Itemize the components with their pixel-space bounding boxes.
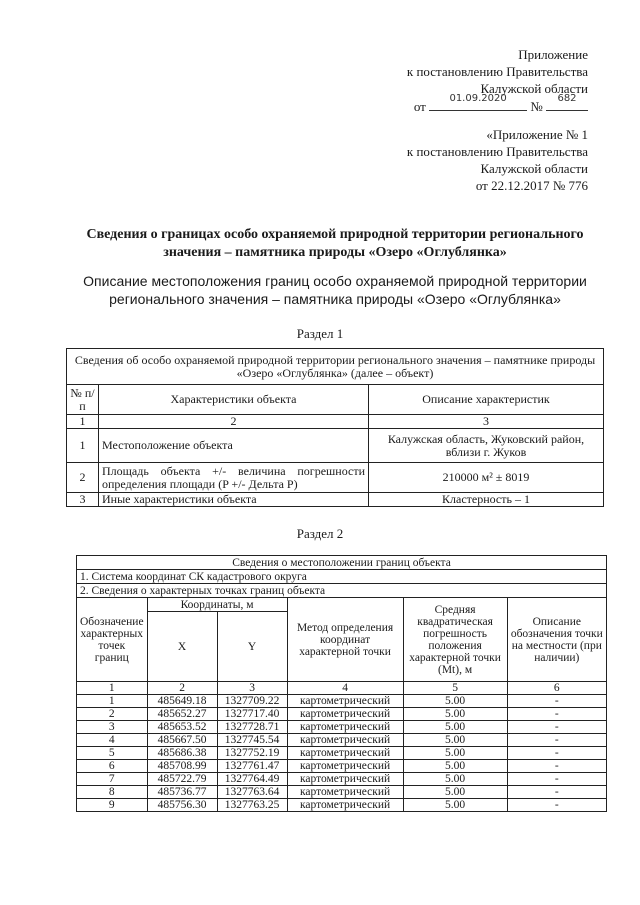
- column-header-error: Средняя квадратическая погрешность положения характерной точки (Mt), м: [403, 598, 507, 682]
- header-line: к постановлению Правительства: [406, 144, 588, 159]
- handwritten-number: 682: [557, 93, 577, 104]
- section-2-table: [76, 555, 607, 812]
- column-header-description: Описание характеристик: [369, 385, 604, 415]
- header-date-line: от 01.09.2020 № 682: [407, 97, 588, 115]
- column-header-characteristic: Характеристики объекта: [99, 385, 369, 415]
- header-line: Приложение: [518, 47, 588, 62]
- column-header-point: Обозначение характерных точек границ: [77, 598, 148, 682]
- section-2-label: Раздел 2: [296, 526, 344, 541]
- header-line: к постановлению Правительства: [406, 64, 588, 79]
- table-caption: Сведения о местоположении границ объекта: [77, 556, 607, 570]
- column-header-y: Y: [217, 612, 287, 682]
- document-subtitle: Описание местоположения границ особо охраняемой природной территории регионального значения – памятника природы «Озеро «Оглублянка»: [83, 273, 587, 307]
- column-header-number: № п/п: [67, 385, 99, 415]
- table-row: 7 485722.79 1327764.49 картометрический 5.00 -: [77, 773, 607, 786]
- handwritten-date: 01.09.2020: [449, 93, 507, 104]
- column-header-description: Описание обозначения точки на местности (при наличии): [507, 598, 606, 682]
- table-row: 9 485756.30 1327763.25 картометрический 5.00 -: [77, 799, 607, 812]
- column-index: 4: [287, 682, 403, 695]
- table-row: 5 485686.38 1327752.19 картометрический 5.00 -: [77, 747, 607, 760]
- table-row: 8 485736.77 1327763.64 картометрический 5.00 -: [77, 786, 607, 799]
- column-index: 3: [369, 415, 604, 429]
- column-index: 6: [507, 682, 606, 695]
- table-row: 6 485708.99 1327761.47 картометрический 5.00 -: [77, 760, 607, 773]
- table-row: 1 Местоположение объекта Калужская область, Жуковский район, вблизи г. Жуков: [67, 429, 604, 463]
- table-row: 1 485649.18 1327709.22 картометрический 5.00 -: [77, 695, 607, 708]
- header-line: «Приложение № 1: [486, 127, 588, 142]
- table-row: 2 485652.27 1327717.40 картометрический 5.00 -: [77, 708, 607, 721]
- column-header-x: X: [147, 612, 217, 682]
- number-blank: [546, 93, 588, 111]
- column-index: 3: [217, 682, 287, 695]
- column-header-method: Метод определения координат характерной точки: [287, 598, 403, 682]
- header-line: Калужской области: [480, 81, 588, 96]
- appendix-header-original: [407, 126, 588, 194]
- column-index: 2: [99, 415, 369, 429]
- appendix-header: [407, 46, 588, 115]
- coordinate-system: 1. Система координат СК кадастрового округа: [77, 570, 607, 584]
- table-row: 2 Площадь объекта +/- величина погрешности определения площади (P +/- Дельта P) 210000 м² ± 8019: [67, 463, 604, 493]
- header-line: Калужской области: [480, 161, 588, 176]
- document-title: Сведения о границах особо охраняемой природной территории регионального значения – памятника природы «Озеро «Оглублянка»: [86, 227, 584, 260]
- table-row: 4 485667.50 1327745.54 картометрический 5.00 -: [77, 734, 607, 747]
- table-caption: Сведения об особо охраняемой природной территории регионального значения – памятнике природы «Озеро «Оглублянка» (далее – объект): [67, 349, 604, 385]
- section-1-label: Раздел 1: [296, 326, 344, 341]
- column-index: 1: [67, 415, 99, 429]
- column-index: 1: [77, 682, 148, 695]
- points-caption: 2. Сведения о характерных точках границ объекта: [77, 584, 607, 598]
- column-header-coordinates: Координаты, м: [147, 598, 287, 612]
- table-row: 3 485653.52 1327728.71 картометрический 5.00 -: [77, 721, 607, 734]
- header-line: от 22.12.2017 № 776: [475, 178, 588, 193]
- column-index: 2: [147, 682, 217, 695]
- section-1-table: [66, 348, 604, 507]
- column-index: 5: [403, 682, 507, 695]
- table-row: 3 Иные характеристики объекта Кластерность – 1: [67, 493, 604, 507]
